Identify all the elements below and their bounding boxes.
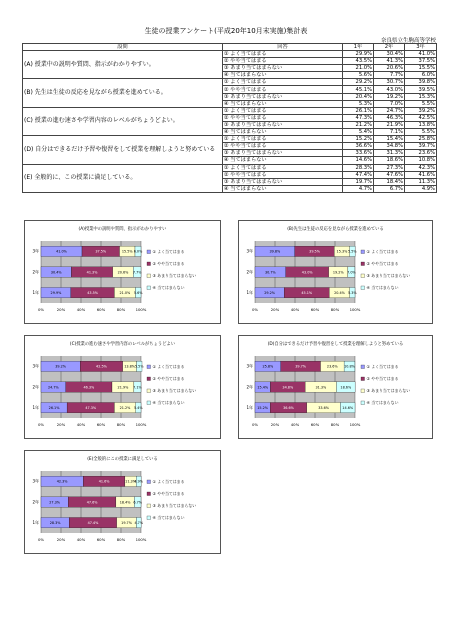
legend-swatch [361,286,365,290]
percent-cell: 15.2% [343,136,374,143]
data-label: 21.9% [117,385,129,390]
data-label: 45.1% [301,290,313,295]
data-label: 36.6% [283,405,294,410]
answer-label: ① よく当てはまる [223,164,343,171]
data-label: 15.4% [257,385,269,390]
answer-label: ② やや当てはまる [223,143,343,150]
x-tick-label: 20% [56,422,66,427]
x-tick-label: 0% [37,422,45,427]
chart-e [24,450,221,554]
answer-label: ④ 当てはまらない [223,185,343,192]
x-tick-label: 60% [310,422,320,427]
question-text: (C) 授業の進む速さや学習内容のレベルがちょうどよい。 [23,107,223,135]
percent-cell: 43.0% [374,86,405,93]
percent-cell: 29.2% [343,79,374,86]
chart-b [238,220,433,324]
data-label: 31.3% [315,385,327,390]
x-tick-label: 40% [76,537,86,542]
percent-cell: 18.4% [374,178,405,185]
data-label: 39.2% [55,364,66,369]
data-label: 19.2% [332,270,344,275]
legend-swatch [147,274,151,278]
data-label: 41.6% [98,479,110,484]
legend-label: ④ 当てはまらない [152,285,185,290]
x-tick-label: 80% [330,307,340,312]
percent-cell: 15.5% [405,65,437,72]
x-tick-label: 60% [96,307,106,312]
x-tick-label: 80% [116,537,126,542]
page-title: 生徒の授業アンケート(平成20年10月末実施)集計表 [144,27,308,35]
percent-cell: 34.8% [374,143,405,150]
x-tick-label: 100% [135,422,147,427]
header-question: 設問 [23,44,223,51]
percent-cell: 11.3% [405,178,437,185]
percent-cell: 19.2% [374,93,405,100]
legend-label: ① よく当てはまる [152,479,185,484]
answer-label: ② やや当てはまる [223,171,343,178]
header-grade-1: 1年 [343,44,374,51]
percent-cell: 27.3% [374,164,405,171]
data-label: 7.0% [347,270,356,275]
x-tick-label: 80% [330,422,340,427]
data-label: 47.4% [87,520,99,525]
data-label: 15.5% [121,249,133,254]
answer-label: ① よく当てはまる [223,136,343,143]
x-tick-label: 20% [270,307,280,312]
percent-cell: 14.6% [343,157,374,164]
answer-label: ③ あまり当てはまらない [223,178,343,185]
table-row [23,164,437,171]
chart-svg [25,221,220,323]
percent-cell: 18.6% [374,157,405,164]
percent-cell: 31.3% [374,150,405,157]
answer-label: ③ あまり当てはまらない [223,150,343,157]
legend-swatch [147,504,151,508]
data-label: 20.4% [334,290,345,295]
answer-label: ③ あまり当てはまらない [223,121,343,128]
x-tick-label: 40% [290,307,300,312]
percent-cell: 15.4% [374,136,405,143]
percent-cell: 30.4% [374,51,405,58]
chart-title: (B)先生は生徒の反応を見ながら授業を進めている [287,227,384,232]
school-name: 奈良県立生駒高等学校 [380,38,436,44]
percent-cell: 5.5% [405,100,437,107]
y-category-label: 1年 [246,290,253,296]
percent-cell: 28.3% [343,164,374,171]
data-label: 6.7% [133,500,142,505]
data-label: 34.8% [282,385,294,390]
x-tick-label: 60% [96,537,106,542]
legend-swatch [147,389,151,393]
percent-cell: 39.5% [405,86,437,93]
question-text: (E) 全般的に、この授業に満足している。 [23,164,223,192]
y-category-label: 3年 [246,248,253,254]
percent-cell: 7.1% [374,129,405,136]
percent-cell: 33.6% [343,150,374,157]
header-answer: 回答 [223,44,343,51]
x-tick-label: 40% [290,422,300,427]
data-label: 13.8% [124,364,135,369]
x-tick-label: 40% [76,422,86,427]
legend-label: ④ 当てはまらない [366,285,399,290]
data-label: 23.6% [326,364,338,369]
data-label: 18.4% [119,500,131,505]
percent-cell: 23.6% [405,150,437,157]
answer-label: ① よく当てはまる [223,107,343,114]
legend-label: ① よく当てはまる [366,364,399,369]
data-label: 5.5% [134,364,144,369]
y-category-label: 2年 [32,384,39,390]
percent-cell: 36.6% [343,143,374,150]
answer-label: ④ 当てはまらない [223,129,343,136]
percent-cell: 47.3% [343,114,374,121]
legend-swatch [147,365,151,369]
chart-c [24,335,221,439]
legend-swatch [147,250,151,254]
percent-cell: 6.0% [405,72,437,79]
data-label: 5.4% [133,405,143,410]
data-label: 29.2% [264,290,275,295]
data-label: 15.2% [257,405,268,410]
chart-svg [25,451,220,553]
legend-label: ① よく当てはまる [152,249,185,254]
data-label: 43.5% [87,290,99,295]
percent-cell: 45.1% [343,86,374,93]
answer-label: ② やや当てはまる [223,114,343,121]
percent-cell: 20.6% [374,65,405,72]
y-category-label: 2年 [32,499,39,505]
data-label: 20.6% [117,270,129,275]
data-label: 21.2% [119,405,131,410]
x-tick-label: 0% [251,307,259,312]
data-label: 27.3% [49,500,61,505]
x-tick-label: 20% [56,307,66,312]
percent-cell: 13.8% [405,121,437,128]
legend-swatch [147,401,151,405]
percent-cell: 19.7% [343,178,374,185]
percent-cell: 21.9% [374,121,405,128]
chart-a [24,220,221,324]
data-label: 33.6% [318,405,329,410]
legend-swatch [361,389,365,393]
data-label: 42.5% [96,364,107,369]
legend-swatch [361,365,365,369]
percent-cell: 5.3% [343,100,374,107]
y-category-label: 2年 [32,269,39,275]
legend-swatch [361,262,365,266]
legend-label: ④ 当てはまらない [366,400,399,405]
legend-label: ③ あまり当てはまらない [152,503,197,508]
percent-cell: 30.7% [374,79,405,86]
x-tick-label: 20% [56,537,66,542]
legend-label: ③ あまり当てはまらない [366,388,411,393]
legend-swatch [361,274,365,278]
x-tick-label: 80% [116,422,126,427]
data-label: 26.1% [48,405,60,410]
data-label: 46.3% [83,385,95,390]
header-grade-2: 2年 [374,44,405,51]
percent-cell: 41.0% [405,51,437,58]
data-label: 7.1% [133,385,142,390]
x-tick-label: 0% [37,307,45,312]
percent-cell: 20.4% [343,93,374,100]
answer-label: ① よく当てはまる [223,79,343,86]
chart-svg [239,221,432,323]
percent-cell: 39.7% [405,143,437,150]
x-tick-label: 100% [349,422,361,427]
legend-label: ④ 当てはまらない [152,400,185,405]
data-label: 5.6% [133,290,143,295]
data-label: 24.7% [47,385,59,390]
data-label: 6.0% [133,249,143,254]
data-label: 5.3% [348,290,357,295]
data-label: 39.5% [309,249,320,254]
x-tick-label: 100% [135,307,147,312]
percent-cell: 37.5% [405,58,437,65]
x-tick-label: 60% [96,422,106,427]
data-label: 7.7% [132,270,142,275]
y-category-label: 3年 [32,363,39,369]
percent-cell: 7.0% [374,100,405,107]
data-label: 19.7% [121,520,132,525]
table-row [23,136,437,143]
legend-swatch [147,377,151,381]
chart-title: (D)自分はできるだけ予習や復習をして授業を理解しようと努めている [267,342,404,347]
table-header-row [23,44,437,51]
legend-label: ② やや当てはまる [366,261,399,266]
percent-cell: 46.3% [374,114,405,121]
table-row [23,79,437,86]
question-text: (A) 授業中の説明や質問、指示がわかりやすい。 [23,51,223,79]
percent-cell: 26.1% [343,107,374,114]
data-label: 28.3% [49,520,61,525]
percent-cell: 42.3% [405,164,437,171]
data-label: 47.6% [86,500,98,505]
legend-swatch [361,377,365,381]
y-category-label: 1年 [32,520,39,526]
percent-cell: 24.7% [374,107,405,114]
legend-swatch [147,492,151,496]
legend-label: ① よく当てはまる [366,249,399,254]
chart-title: (A)授業中の説明や質問、指示がわかりやすい [78,227,167,232]
data-label: 15.3% [336,249,348,254]
table-row [23,107,437,114]
legend-swatch [147,286,151,290]
data-label: 18.6% [340,385,352,390]
percent-cell: 15.3% [405,93,437,100]
data-label: 14.6% [342,405,354,410]
data-label: 37.5% [95,249,107,254]
chart-title: (E)全般的にこの授業に満足している [87,457,158,462]
x-tick-label: 100% [349,307,361,312]
data-label: 29.9% [50,290,62,295]
legend-label: ① よく当てはまる [152,364,185,369]
data-label: 39.8% [269,249,281,254]
legend-label: ② やや当てはまる [152,491,185,496]
answer-label: ④ 当てはまらない [223,72,343,79]
answer-label: ② やや当てはまる [223,86,343,93]
legend-label: ② やや当てはまる [152,376,185,381]
data-label: 41.0% [56,249,67,254]
answer-label: ④ 当てはまらない [223,157,343,164]
x-tick-label: 0% [251,422,259,427]
data-label: 30.7% [264,270,276,275]
legend-label: ② やや当てはまる [152,261,185,266]
data-label: 10.8% [344,364,355,369]
data-label: 43.0% [301,270,313,275]
percent-cell: 5.4% [343,129,374,136]
question-text: (B) 先生は生徒の反応を見ながら授業を進めている。 [23,79,223,107]
data-label: 5.5% [348,249,357,254]
percent-cell: 42.5% [405,114,437,121]
answer-label: ③ あまり当てはまらない [223,65,343,72]
data-label: 11.3% [125,479,136,484]
y-category-label: 1年 [32,290,39,296]
data-label: 42.3% [56,479,68,484]
percent-cell: 39.8% [405,79,437,86]
data-label: 30.4% [50,270,62,275]
data-label: 4.9% [134,479,143,484]
answer-label: ② やや当てはまる [223,58,343,65]
chart-svg [239,336,432,438]
legend-label: ③ あまり当てはまらない [152,273,197,278]
percent-cell: 47.4% [343,171,374,178]
legend-label: ③ あまり当てはまらない [152,388,197,393]
percent-cell: 25.8% [405,136,437,143]
survey-table [22,43,437,193]
legend-swatch [147,480,151,484]
legend-swatch [147,262,151,266]
percent-cell: 10.8% [405,157,437,164]
answer-label: ③ あまり当てはまらない [223,93,343,100]
legend-label: ② やや当てはまる [366,376,399,381]
percent-cell: 41.6% [405,171,437,178]
y-category-label: 2年 [246,384,253,390]
x-tick-label: 80% [116,307,126,312]
answer-label: ① よく当てはまる [223,51,343,58]
percent-cell: 21.0% [343,65,374,72]
legend-swatch [361,401,365,405]
percent-cell: 47.6% [374,171,405,178]
chart-title: (C)授業の進む速さや学習内容のレベルがちょうどよい [69,342,176,347]
x-tick-label: 40% [76,307,86,312]
y-category-label: 3年 [246,363,253,369]
percent-cell: 6.7% [374,185,405,192]
percent-cell: 7.7% [374,72,405,79]
percent-cell: 21.2% [343,121,374,128]
y-category-label: 2年 [246,269,253,275]
percent-cell: 29.9% [343,51,374,58]
percent-cell: 5.5% [405,129,437,136]
percent-cell: 43.5% [343,58,374,65]
chart-d [238,335,433,439]
data-label: 39.7% [295,364,307,369]
question-text: (D) 自分はできるだけ予習や復習をして授業を理解しようと努めている [23,136,223,164]
x-tick-label: 100% [135,537,147,542]
y-category-label: 3年 [32,478,39,484]
percent-cell: 5.6% [343,72,374,79]
x-tick-label: 0% [37,537,45,542]
table-row [23,51,437,58]
chart-svg [25,336,220,438]
legend-swatch [147,516,151,520]
legend-label: ④ 当てはまらない [152,515,185,520]
data-label: 25.8% [262,364,274,369]
y-category-label: 3年 [32,248,39,254]
legend-swatch [361,250,365,254]
data-label: 21.0% [119,290,131,295]
percent-cell: 4.9% [405,185,437,192]
header-grade-3: 3年 [405,44,437,51]
x-tick-label: 60% [310,307,320,312]
data-label: 47.3% [85,405,97,410]
percent-cell: 4.7% [343,185,374,192]
percent-cell: 41.3% [374,58,405,65]
answer-label: ④ 当てはまらない [223,100,343,107]
y-category-label: 1年 [246,405,253,411]
y-category-label: 1年 [32,405,39,411]
x-tick-label: 20% [270,422,280,427]
percent-cell: 39.2% [405,107,437,114]
data-label: 41.3% [86,270,98,275]
data-label: 4.7% [134,520,144,525]
legend-label: ③ あまり当てはまらない [366,273,411,278]
